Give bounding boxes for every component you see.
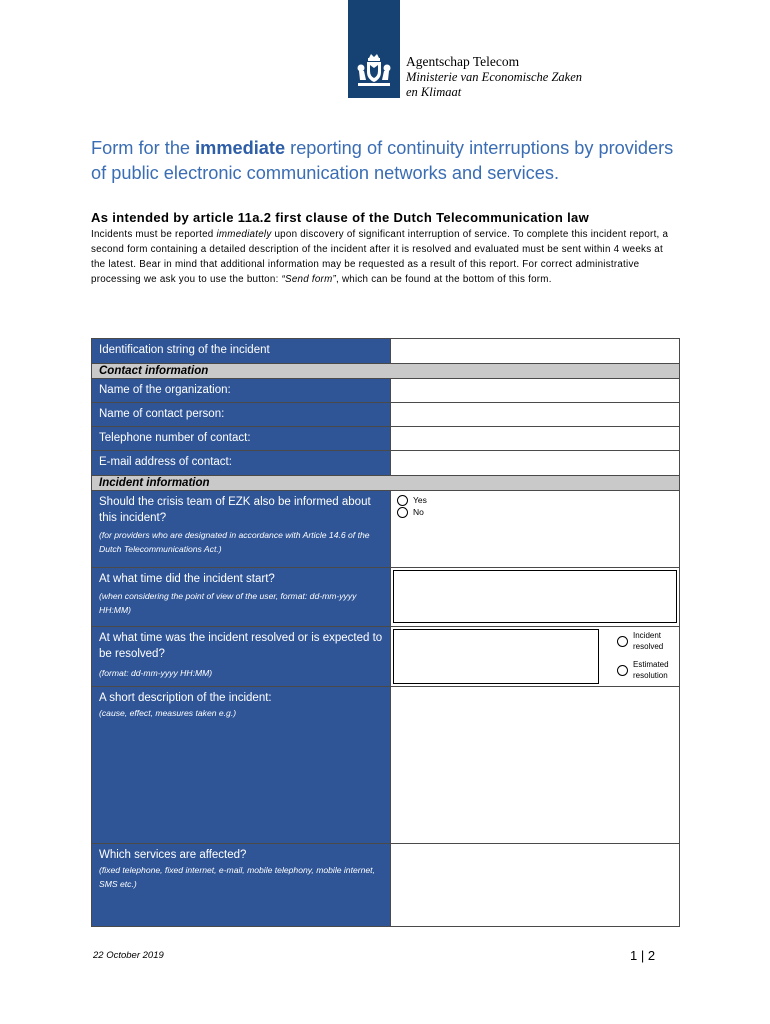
crisis-team-options — [391, 491, 680, 568]
organization-input[interactable] — [391, 379, 680, 403]
intro-text — [91, 227, 677, 287]
org-block — [406, 54, 582, 101]
resolved-row — [391, 627, 679, 686]
footer-date: 22 October 2019 — [93, 950, 164, 961]
resolved-time-note: (format: dd-mm-yyyy HH:MM) — [99, 668, 213, 678]
radio-icon[interactable] — [617, 665, 628, 676]
crisis-no-label: No — [413, 507, 424, 517]
start-time-label: At what time did the incident start? — [99, 573, 275, 585]
intro-part1: Incidents must be reported — [91, 229, 217, 240]
resolved-options — [617, 630, 679, 681]
org-name: Agentschap Telecom — [406, 54, 520, 69]
resolved-time-cell-input — [391, 627, 680, 687]
email-input[interactable] — [391, 451, 680, 476]
resolved-time-cell — [92, 627, 391, 687]
services-note: (fixed telephone, fixed internet, e-mail, mobile telephony, mobile internet, SMS etc.) — [99, 865, 375, 889]
intro-emphasis: immediately — [216, 229, 272, 240]
start-time-input[interactable] — [393, 570, 677, 623]
radio-icon[interactable] — [397, 495, 408, 506]
royal-crest-icon — [356, 52, 392, 88]
start-time-cell-input — [391, 568, 680, 627]
crisis-team-cell — [92, 491, 391, 568]
crisis-yes-option[interactable] — [397, 494, 673, 506]
crisis-team-label: Should the crisis team of EZK also be informed about this incident? — [99, 496, 371, 524]
organization-label: Name of the organization: — [92, 379, 391, 403]
services-cell — [92, 844, 391, 927]
estimated-resolution-label: Estimated resolution — [633, 660, 669, 680]
intro-part2: upon discovery of significant interruption of service. To complete this incident report, a second form containing a detailed description of the incident after it is resolved and evaluated must be sent within 4 weeks at the latest. Bear in mind that additional information may be requested as a result of this report. For correct administrative processing we ask you to use the button: — [91, 229, 669, 285]
title-suffix: reporting of continuity interruptions by providers of public electronic communication networks and services. — [91, 138, 674, 183]
resolved-time-input[interactable] — [393, 629, 599, 684]
incident-resolved-label: Incident resolved — [633, 631, 664, 651]
description-label: A short description of the incident: — [99, 692, 272, 704]
radio-icon[interactable] — [617, 636, 628, 647]
intro-part3: , which can be found at the bottom of this form. — [336, 274, 552, 285]
resolved-time-label: At what time was the incident resolved or is expected to be resolved? — [99, 632, 383, 660]
description-note: (cause, effect, measures taken e.g.) — [99, 708, 237, 718]
ministry-line2: en Klimaat — [406, 85, 462, 99]
crisis-no-option[interactable] — [397, 506, 673, 518]
incident-section-header: Incident information — [92, 476, 680, 491]
intro-button-ref: “Send form” — [281, 274, 336, 285]
description-cell — [92, 687, 391, 844]
identification-input[interactable] — [391, 339, 680, 364]
contact-person-input[interactable] — [391, 403, 680, 427]
phone-label: Telephone number of contact: — [92, 427, 391, 451]
title-highlight: immediate — [195, 138, 286, 158]
start-time-note: (when considering the point of view of the user, format: dd-mm-yyyy HH:MM) — [99, 591, 357, 615]
identification-label: Identification string of the incident — [92, 339, 391, 364]
radio-icon[interactable] — [397, 507, 408, 518]
ministry-line1: Ministerie van Economische Zaken — [406, 69, 582, 84]
incident-resolved-option[interactable] — [617, 630, 679, 652]
page-number: 1 | 2 — [630, 948, 656, 963]
subtitle: As intended by article 11a.2 first clause of the Dutch Telecommunication law — [91, 210, 590, 225]
contact-section-header: Contact information — [92, 364, 680, 379]
email-label: E-mail address of contact: — [92, 451, 391, 476]
services-input[interactable] — [391, 844, 680, 927]
contact-person-label: Name of contact person: — [92, 403, 391, 427]
logo-bar — [348, 0, 400, 98]
phone-input[interactable] — [391, 427, 680, 451]
page-title — [91, 136, 691, 186]
services-label: Which services are affected? — [99, 849, 247, 861]
start-time-cell — [92, 568, 391, 627]
title-prefix: Form for the — [91, 138, 196, 158]
description-input[interactable] — [391, 687, 680, 844]
estimated-resolution-option[interactable] — [617, 659, 679, 681]
crisis-yes-label: Yes — [413, 495, 427, 505]
incident-form — [91, 338, 680, 927]
crisis-team-note: (for providers who are designated in accordance with Article 14.6 of the Dutch Telecommunications Act.) — [99, 530, 370, 554]
